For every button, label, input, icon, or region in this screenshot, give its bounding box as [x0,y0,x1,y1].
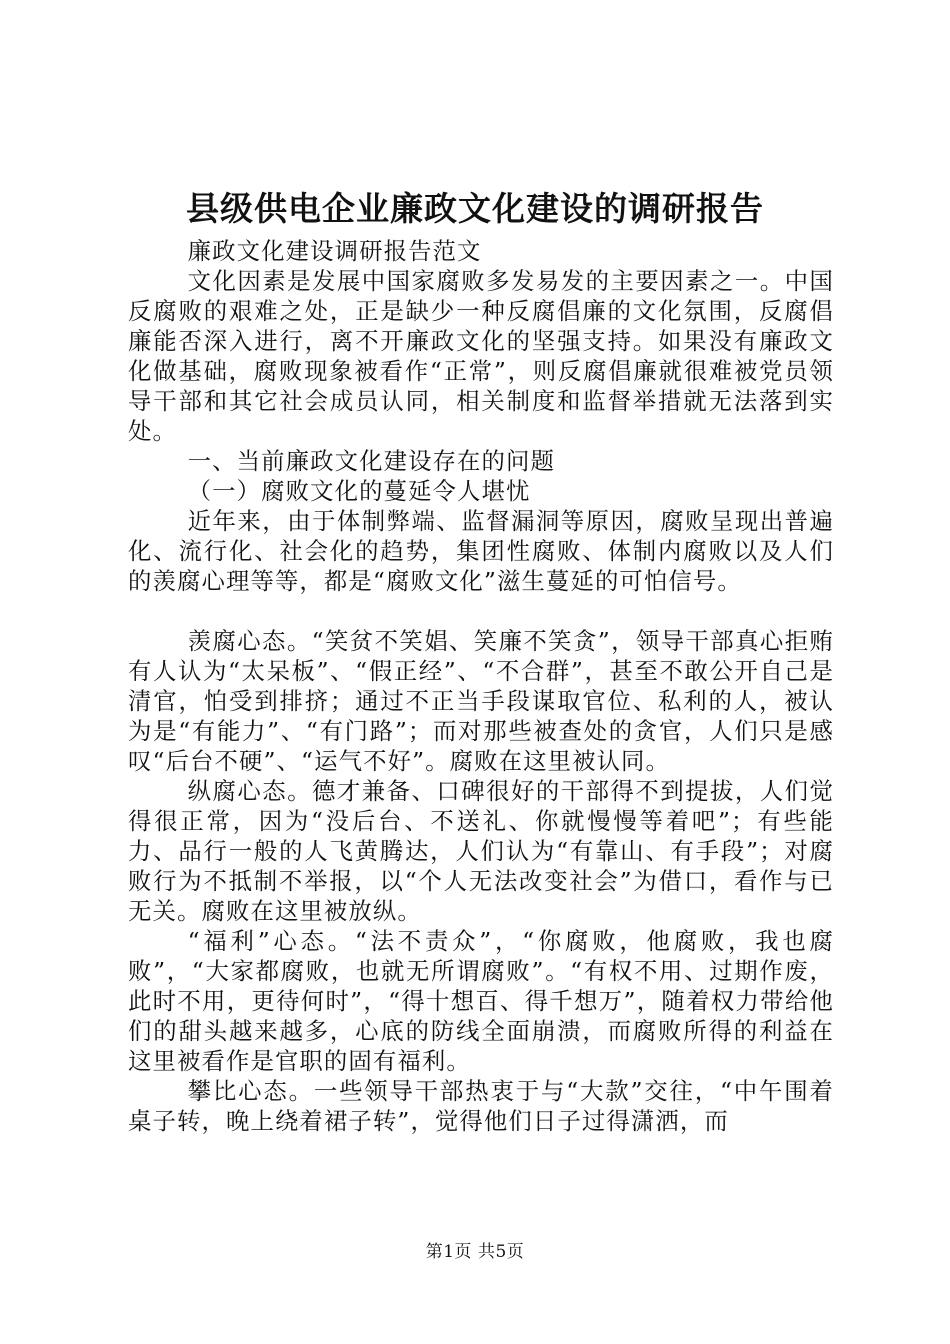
body-paragraph: 羡腐心态。“笑贫不笑娼、笑廉不笑贪”，领导干部真心拒贿有人认为“太呆板”、“假正经”、“不合群”，甚至不敢公开自己是清官，怕受到排挤；通过不正当手段谋取官位、私利的人，被认为是“有能力”、“有门路”；而对那些被查处的贪官，人们只是感叹“后台不硬”、“运气不好”。腐败在这里被认同。 [128,627,834,775]
subtitle-paragraph: 廉政文化建设调研报告范文 [187,237,482,265]
body-paragraph: 近年来，由于体制弊端、监督漏洞等原因，腐败呈现出普遍化、流行化、社会化的趋势，集团性腐败、体制内腐败以及人们的羡腐心理等等，都是“腐败文化”滋生蔓延的可怕信号。 [128,507,834,595]
document-title: 县级供电企业廉政文化建设的调研报告 [186,189,764,228]
paragraph-spacer [128,596,834,626]
body-paragraph: “福利”心态。“法不责众”，“你腐败，他腐败，我也腐败”，“大家都腐败，也就无所谓腐败”。“有权不用、过期作废，此时不用，更待何时”，“得十想百、得千想万”，随着权力带给他们的甜头越来越多，心底的防线全面崩溃，而腐败所得的利益在这里被看作是官职的固有福利。 [128,927,834,1075]
body-paragraph: 攀比心态。一些领导干部热衷于与“大款”交往，“中午围着桌子转，晚上绕着裙子转”，觉得他们日子过得潇洒，而 [128,1077,834,1135]
section-heading: 一、当前廉政文化建设存在的问题 [187,447,556,475]
page-footer: 第1页 共5页 [425,1242,525,1262]
body-paragraph: 纵腐心态。德才兼备、口碑很好的干部得不到提拔，人们觉得很正常，因为“没后台、不送礼、你就慢慢等着吧”；有些能力、品行一般的人飞黄腾达，人们认为“有靠山、有手段”；对腐败行为不抵制不举报，以“个人无法改变社会”为借口，看作与已无关。腐败在这里被放纵。 [128,777,834,925]
document-body [128,236,834,1136]
intro-paragraph: 文化因素是发展中国家腐败多发易发的主要因素之一。中国反腐败的艰难之处，正是缺少一种反腐倡廉的文化氛围，反腐倡廉能否深入进行，离不开廉政文化的坚强支持。如果没有廉政文化做基础，腐败现象被看作“正常”，则反腐倡廉就很难被党员领导干部和其它社会成员认同，相关制度和监督举措就无法落到实处。 [128,267,834,445]
subsection-heading: （一）腐败文化的蔓延令人堪忧 [187,477,531,505]
